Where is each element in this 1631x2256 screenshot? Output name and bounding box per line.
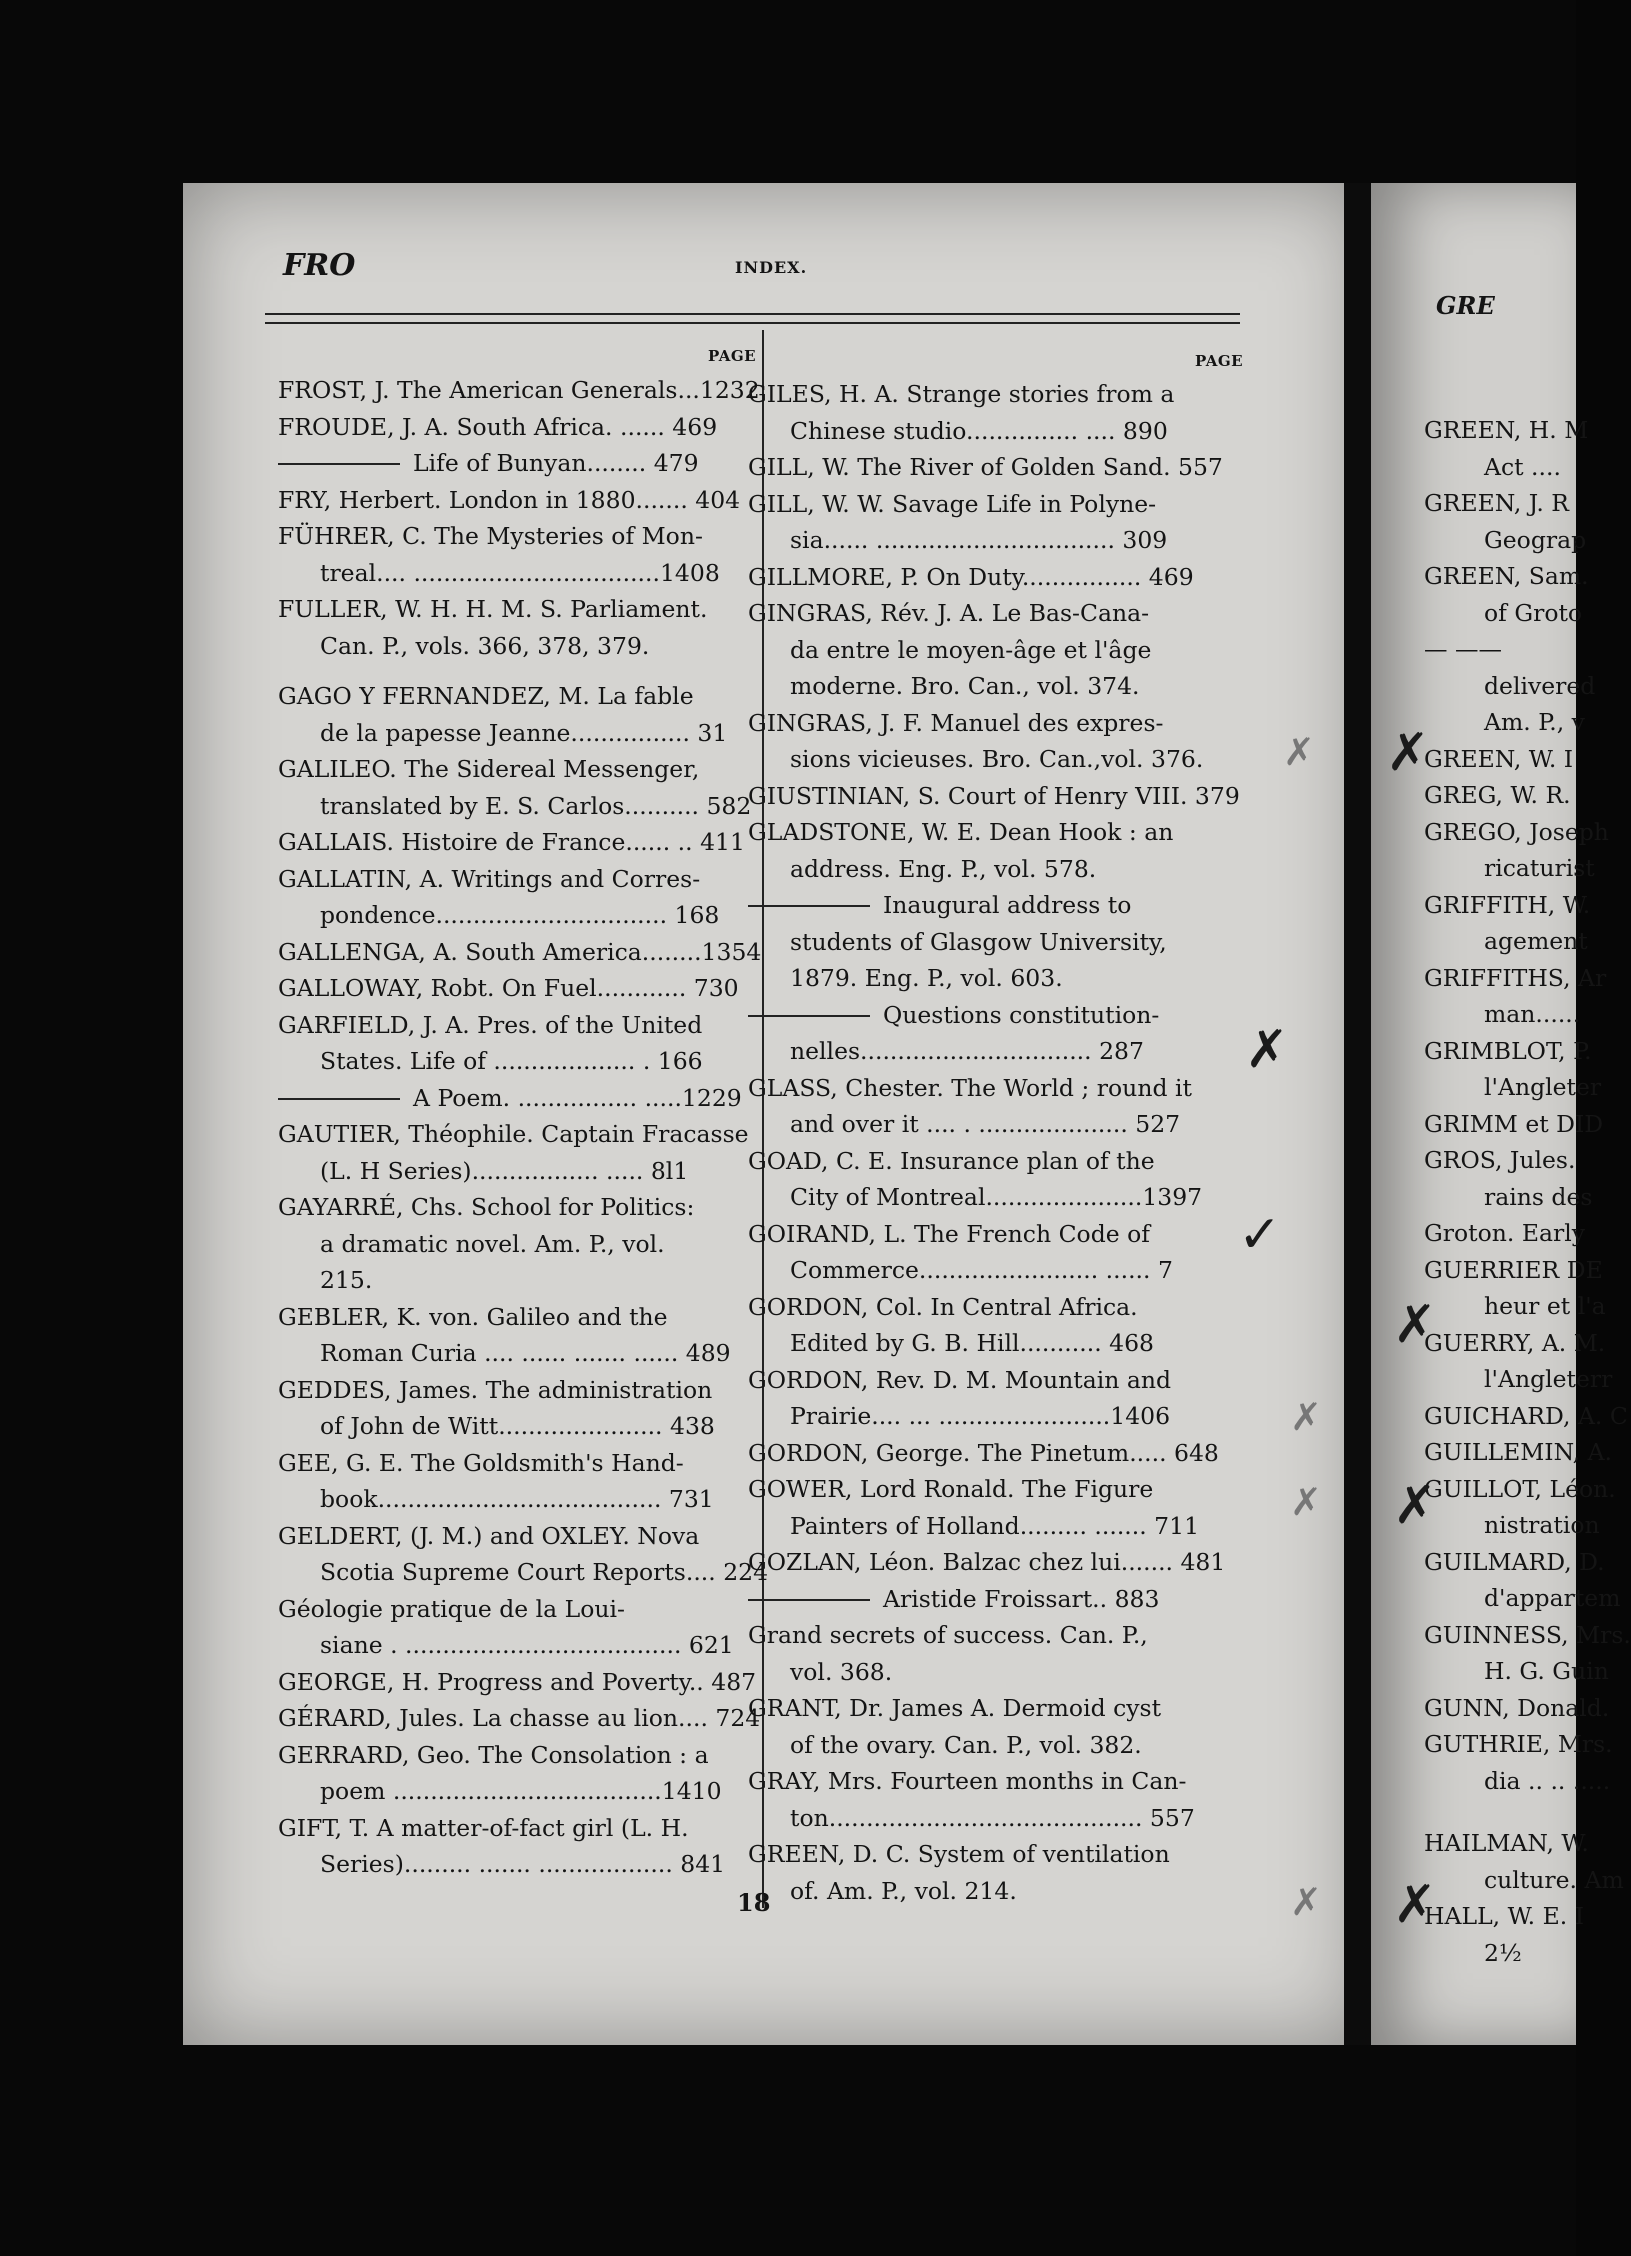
index-entry-line: agement	[1484, 927, 1588, 955]
index-entry-line: GIUSTINIAN, S. Court of Henry VIII. 379	[748, 781, 1240, 810]
index-entry-line: HAILMAN, W.	[1424, 1829, 1589, 1857]
index-entry-line: States. Life of ................... . 166	[320, 1047, 703, 1075]
index-entry-line: Chinese studio............... .... 890	[790, 416, 1168, 445]
index-entry-line: GALLATIN, A. Writings and Corres-	[278, 864, 701, 893]
index-entry-line: moderne. Bro. Can., vol. 374.	[790, 672, 1140, 700]
index-entry-line: Series)......... ....... .................. 841	[320, 1850, 726, 1878]
index-entry-line: of the ovary. Can. P., vol. 382.	[790, 1730, 1142, 1759]
index-entry-line: book...................................... 731	[320, 1485, 714, 1513]
index-entry-line: l'Angleterr	[1484, 1365, 1613, 1393]
index-entry-line: GALLAIS. Histoire de France...... .. 411	[278, 828, 745, 856]
index-entry-line: GALILEO. The Sidereal Messenger,	[278, 755, 700, 783]
index-entry-line: Groton. Early	[1424, 1219, 1586, 1247]
index-entry-line: — ——	[1424, 635, 1502, 663]
index-entry-line: GEORGE, H. Progress and Poverty.. 487	[278, 1667, 757, 1696]
index-entry-line: Géologie pratique de la Loui-	[278, 1594, 625, 1623]
index-entry-line: GOZLAN, Léon. Balzac chez lui....... 481	[748, 1548, 1226, 1576]
index-entry-line: address. Eng. P., vol. 578.	[790, 854, 1097, 883]
index-entry-line: vol. 368.	[790, 1657, 893, 1686]
index-entry-line: ton.......................................... 557	[790, 1803, 1195, 1832]
index-entry-line: GLASS, Chester. The World ; round it	[748, 1073, 1192, 1102]
index-entry-line: 1879. Eng. P., vol. 603.	[790, 964, 1063, 992]
index-entry-line: GEDDES, James. The administration	[278, 1375, 713, 1404]
index-entry-line: HALL, W. E. I	[1424, 1902, 1584, 1930]
faint-x-mark: ✗	[1283, 730, 1315, 774]
index-entry-line: GORDON, George. The Pinetum..... 648	[748, 1438, 1219, 1467]
index-entry-line: GUERRIER DE	[1424, 1255, 1603, 1284]
index-entry-line: a dramatic novel. Am. P., vol.	[320, 1229, 665, 1258]
index-entry-line: GORDON, Col. In Central Africa.	[748, 1292, 1138, 1321]
index-entry-line: Painters of Holland......... ....... 711	[790, 1511, 1200, 1540]
right-guide-word: GRE	[1436, 291, 1495, 320]
index-entry-line: de la papesse Jeanne................ 31	[320, 718, 728, 747]
index-entry-line: Am. P., v	[1484, 708, 1585, 736]
index-entry-line: City of Montreal.....................1397	[790, 1183, 1203, 1211]
index-entry-line: Life of Bunyan........ 479	[278, 445, 760, 482]
index-entry-line: GROS, Jules.	[1424, 1146, 1576, 1174]
index-entry-line: Commerce........................ ...... 7	[790, 1256, 1173, 1284]
index-entry-line: GILL, W. The River of Golden Sand. 557	[748, 453, 1223, 481]
index-entry-line: Geograp	[1484, 525, 1587, 554]
faint-x-mark: ✗	[1290, 1395, 1322, 1439]
index-entry-line: GRIFFITHS, Ar	[1424, 963, 1607, 992]
handwritten-x-mark: ✗	[1386, 723, 1430, 783]
handwritten-x-mark: ✗	[1393, 1875, 1437, 1935]
index-entry-line: GIFT, T. A matter-of-fact girl (L. H.	[278, 1813, 689, 1842]
index-entry-line: Scotia Supreme Court Reports.... 224	[320, 1558, 769, 1586]
index-entry-line: A Poem. ................ .....1229	[278, 1080, 760, 1117]
index-entry-line: GREEN, Sam.	[1424, 562, 1589, 590]
index-entry-line: GUILMARD, D.	[1424, 1547, 1605, 1576]
header-rule-top	[265, 313, 1240, 315]
index-entry-line: GUILLOT, Léon.	[1424, 1474, 1616, 1503]
index-entry-line: GRIMBLOT, P.	[1424, 1036, 1592, 1065]
index-entry-line: Can. P., vols. 366, 378, 379.	[320, 631, 650, 660]
index-entry-line: culture. Am	[1484, 1865, 1624, 1894]
index-entry-line: d'appartem	[1484, 1584, 1621, 1612]
index-entry-line: translated by E. S. Carlos.......... 582	[320, 791, 752, 820]
index-entry-line: Edited by G. B. Hill........... 468	[790, 1329, 1154, 1357]
index-entry-line: Inaugural address to	[748, 887, 1244, 924]
index-entry-line: (L. H Series)................. ..... 8l1	[320, 1156, 689, 1185]
index-entry-line: GEBLER, K. von. Galileo and the	[278, 1302, 668, 1331]
index-entry-line: GAUTIER, Théophile. Captain Fracasse	[278, 1120, 749, 1148]
index-column-left	[278, 372, 769, 1883]
book-gutter	[1344, 183, 1372, 2045]
index-entry-line: sions vicieuses. Bro. Can.,vol. 376.	[790, 745, 1204, 773]
index-entry-line: GRAY, Mrs. Fourteen months in Can-	[748, 1767, 1187, 1795]
index-entry-line: Act ....	[1484, 452, 1561, 481]
index-entry-line: GILES, H. A. Strange stories from a	[748, 380, 1175, 408]
index-entry-line: GRIFFITH, W.	[1424, 890, 1591, 919]
index-entry-line: students of Glasgow University,	[790, 927, 1167, 956]
index-entry-line: GARFIELD, J. A. Pres. of the United	[278, 1010, 703, 1039]
index-entry-line: FROUDE, J. A. South Africa. ...... 469	[278, 412, 718, 441]
index-entry-line: GALLOWAY, Robt. On Fuel............ 730	[278, 974, 739, 1002]
faint-x-mark: ✗	[1290, 1480, 1322, 1524]
index-column-middle	[748, 376, 1244, 1909]
index-entry-line: GREEN, W. I	[1424, 744, 1574, 773]
index-entry-line: GERRARD, Geo. The Consolation : a	[278, 1740, 709, 1769]
running-head: INDEX.	[735, 258, 808, 277]
index-entry-line: GRANT, Dr. James A. Dermoid cyst	[748, 1694, 1162, 1722]
index-entry-line: GEE, G. E. The Goldsmith's Hand-	[278, 1448, 684, 1477]
index-entry-line: poem ....................................1410	[320, 1777, 722, 1805]
index-entry-line: treal.... .................................1408	[320, 558, 720, 587]
index-entry-line: Grand secrets of success. Can. P.,	[748, 1621, 1148, 1649]
index-entry-line: sia...... ................................ 309	[790, 526, 1168, 554]
index-entry-line: and over it .... . .................... 527	[790, 1110, 1181, 1138]
index-entry-line: ricaturist	[1484, 854, 1595, 882]
index-entry-line: GREEN, H. M	[1424, 416, 1589, 444]
index-entry-line: of Groto	[1484, 598, 1583, 627]
index-entry-line: GINGRAS, Rév. J. A. Le Bas-Cana-	[748, 599, 1150, 627]
index-entry-line: delivered	[1484, 671, 1596, 700]
handwritten-x-mark: ✗	[1393, 1295, 1437, 1355]
index-entry-line: 215.	[320, 1266, 373, 1294]
index-entry-line: siane . ..................................... 621	[320, 1631, 734, 1659]
page-number: 18	[737, 1888, 771, 1917]
page-column-label-left: PAGE	[708, 347, 757, 365]
header-rule-bottom	[265, 322, 1240, 324]
index-entry-line: GUINNESS, Mrs.	[1424, 1620, 1631, 1649]
index-entry-line: of. Am. P., vol. 214.	[790, 1876, 1017, 1905]
index-column-right-cropped	[1424, 412, 1631, 1971]
index-entry-line: GUTHRIE, Mrs.	[1424, 1730, 1613, 1758]
index-entry-line: GELDERT, (J. M.) and OXLEY. Nova	[278, 1521, 700, 1550]
index-entry-line: GLADSTONE, W. E. Dean Hook : an	[748, 818, 1174, 846]
index-entry-line: GORDON, Rev. D. M. Mountain and	[748, 1365, 1172, 1394]
index-entry-line: GREEN, J. R	[1424, 489, 1570, 517]
page-column-label-mid: PAGE	[1195, 352, 1244, 370]
index-entry-line: GINGRAS, J. F. Manuel des expres-	[748, 708, 1164, 737]
handwritten-x-mark: ✗	[1393, 1476, 1437, 1536]
index-entry-line: GUICHARD, A. C	[1424, 1401, 1628, 1430]
index-entry-line: GÉRARD, Jules. La chasse au lion.... 724	[278, 1704, 761, 1732]
index-entry-line: GILLMORE, P. On Duty................ 469	[748, 562, 1194, 591]
index-entry-line: GUILLEMIN, A.	[1424, 1438, 1613, 1466]
left-guide-word: FRO	[283, 248, 356, 283]
index-entry-line: of John de Witt...................... 438	[320, 1412, 715, 1440]
index-entry-line: 2½	[1484, 1938, 1522, 1967]
index-entry-line: GILL, W. W. Savage Life in Polyne-	[748, 489, 1157, 518]
index-entry-line: GREGO, Joseph	[1424, 817, 1609, 846]
index-entry-line: GAYARRÉ, Chs. School for Politics:	[278, 1193, 695, 1221]
index-entry-line: heur et l'a	[1484, 1292, 1606, 1320]
index-entry-line: GOIRAND, L. The French Code of	[748, 1219, 1150, 1248]
index-entry-line: FROST, J. The American Generals...1232	[278, 376, 760, 404]
index-entry-line: H. G. Guin	[1484, 1657, 1609, 1685]
index-entry-line: FÜHRER, C. The Mysteries of Mon-	[278, 522, 703, 550]
index-entry-line: Prairie.... ... .......................1406	[790, 1402, 1171, 1430]
index-entry-line: FULLER, W. H. H. M. S. Parliament.	[278, 595, 708, 623]
index-entry-line: Questions constitution-	[748, 997, 1244, 1034]
index-entry-line: GREEN, D. C. System of ventilation	[748, 1840, 1170, 1868]
index-entry-line: GUNN, Donald.	[1424, 1693, 1610, 1722]
index-entry-line: FRY, Herbert. London in 1880....... 404	[278, 485, 741, 514]
index-entry-line: nistration	[1484, 1511, 1600, 1539]
handwritten-x-mark: ✗	[1245, 1020, 1289, 1080]
index-entry-line: Roman Curia .... ...... ....... ...... 489	[320, 1339, 731, 1367]
handwritten-check-mark: ✓	[1238, 1205, 1282, 1265]
index-entry-line: rains des	[1484, 1182, 1593, 1211]
index-entry-line: GALLENGA, A. South America........1354	[278, 937, 762, 966]
index-entry-line: GRIMM et DID	[1424, 1109, 1604, 1138]
index-entry-line: GOWER, Lord Ronald. The Figure	[748, 1475, 1154, 1503]
index-entry-line: GUERRY, A. M.	[1424, 1328, 1606, 1357]
faint-x-mark: ✗	[1290, 1880, 1322, 1924]
index-entry-line: l'Angleter	[1484, 1073, 1602, 1101]
index-entry-line: GOAD, C. E. Insurance plan of the	[748, 1146, 1155, 1175]
index-entry-line: nelles............................... 287	[790, 1037, 1144, 1065]
index-entry-line: dia .. .. .....	[1484, 1766, 1611, 1795]
index-entry-line: da entre le moyen-âge et l'âge	[790, 635, 1152, 664]
index-entry-line: GAGO Y FERNANDEZ, M. La fable	[278, 682, 694, 710]
index-entry-line: man......	[1484, 1000, 1581, 1028]
index-entry-line: Aristide Froissart.. 883	[748, 1581, 1244, 1618]
index-entry-line: pondence............................... 168	[320, 901, 720, 929]
index-entry-line: GREG, W. R.	[1424, 781, 1571, 809]
